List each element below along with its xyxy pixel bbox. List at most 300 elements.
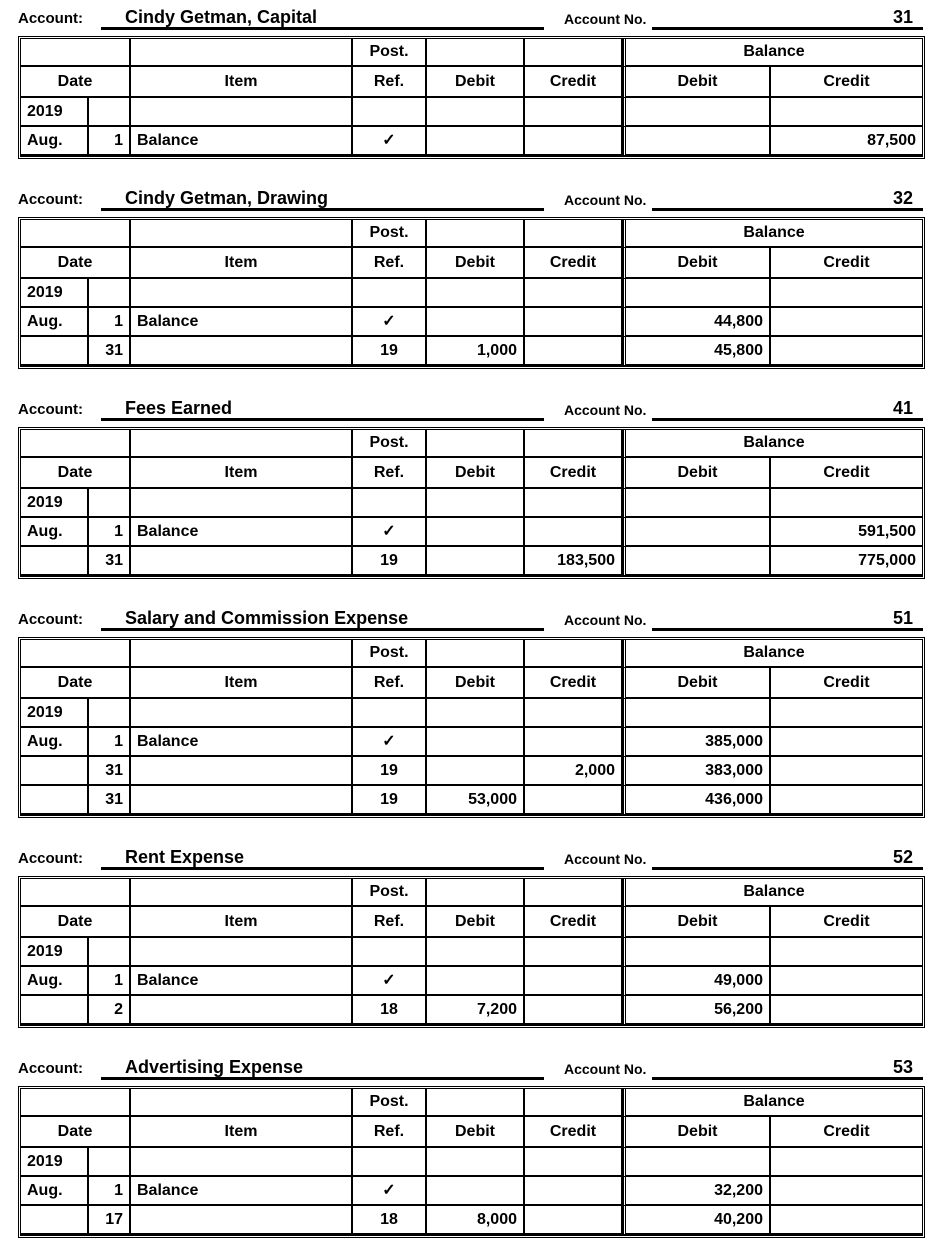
account-name-value: Salary and Commission Expense: [125, 608, 409, 628]
table-row: [21, 967, 922, 996]
cell-date-month[interactable]: Aug.: [21, 127, 89, 156]
cell-balance-debit[interactable]: 49,000: [623, 967, 771, 996]
cell-item[interactable]: [131, 98, 353, 127]
account-name-field[interactable]: [101, 603, 544, 631]
cell-date-month[interactable]: Aug.: [21, 728, 89, 757]
ledger-table-wrap: [0, 36, 937, 159]
ledger-block: [0, 840, 937, 1028]
cell-debit[interactable]: [427, 967, 525, 996]
cell-credit[interactable]: [525, 728, 623, 757]
col-header-date: Date: [21, 668, 131, 699]
col-header-item: Item: [131, 668, 353, 699]
col-header-credit-top: [525, 430, 623, 458]
cell-balance-credit[interactable]: [771, 489, 922, 518]
col-header-credit: Credit: [525, 907, 623, 938]
ledger-block: [0, 601, 937, 818]
cell-balance-credit[interactable]: 775,000: [771, 547, 922, 576]
col-header-balance: Balance: [623, 39, 922, 67]
cell-post-ref[interactable]: [353, 938, 427, 967]
cell-balance-debit[interactable]: 385,000: [623, 728, 771, 757]
cell-credit[interactable]: [525, 308, 623, 337]
block-spacer: [0, 369, 937, 391]
col-header-item: Item: [131, 458, 353, 489]
cell-post-ref[interactable]: 19: [353, 547, 427, 576]
cell-item[interactable]: [131, 786, 353, 815]
table-row: [21, 996, 922, 1025]
table-row: [21, 1206, 922, 1235]
cell-balance-credit[interactable]: 87,500: [771, 127, 922, 156]
cell-credit[interactable]: [525, 938, 623, 967]
cell-date-month[interactable]: Aug.: [21, 308, 89, 337]
col-header-credit: Credit: [525, 67, 623, 98]
check-icon[interactable]: ✓: [353, 967, 427, 996]
cell-balance-credit[interactable]: [771, 938, 922, 967]
cell-debit[interactable]: 1,000: [427, 337, 525, 366]
account-no-value: 53: [892, 1057, 913, 1077]
cell-date-day[interactable]: 17: [89, 1206, 131, 1235]
table-row: [21, 699, 922, 728]
account-name-value: Rent Expense: [125, 847, 245, 867]
account-label: Account:: [18, 401, 83, 418]
account-no-field[interactable]: [652, 2, 923, 30]
col-header-credit: Credit: [525, 1117, 623, 1148]
col-header-balance: Balance: [623, 220, 922, 248]
table-row: [21, 337, 922, 366]
account-name-field[interactable]: [101, 842, 544, 870]
cell-date-month[interactable]: Aug.: [21, 1177, 89, 1206]
cell-date-day[interactable]: 1: [89, 518, 131, 547]
cell-item[interactable]: [131, 757, 353, 786]
table-header-row: [21, 430, 922, 458]
cell-debit[interactable]: [427, 728, 525, 757]
col-header-balance-credit: Credit: [771, 67, 922, 98]
cell-date-month[interactable]: [21, 996, 89, 1025]
table-row: [21, 1177, 922, 1206]
col-header-debit-top: [427, 430, 525, 458]
col-header-balance-debit: Debit: [623, 458, 771, 489]
cell-debit[interactable]: 8,000: [427, 1206, 525, 1235]
col-header-credit-top: [525, 879, 623, 907]
check-icon[interactable]: ✓: [353, 308, 427, 337]
col-header-balance-credit: Credit: [771, 668, 922, 699]
account-no-field[interactable]: [652, 183, 923, 211]
account-label: Account:: [18, 611, 83, 628]
table-row: [21, 757, 922, 786]
account-no-field[interactable]: [652, 1052, 923, 1080]
table-header-row: [21, 220, 922, 248]
ledger-table: [18, 637, 925, 818]
col-header-debit-top: [427, 39, 525, 67]
cell-debit[interactable]: [427, 1148, 525, 1177]
col-header-debit: Debit: [427, 67, 525, 98]
cell-post-ref[interactable]: [353, 1148, 427, 1177]
account-header: [0, 1050, 937, 1080]
account-name-field[interactable]: [101, 393, 544, 421]
table-row: [21, 547, 922, 576]
col-header-date: Date: [21, 67, 131, 98]
check-icon[interactable]: ✓: [353, 127, 427, 156]
check-icon[interactable]: ✓: [353, 1177, 427, 1206]
col-header-credit-top: [525, 1089, 623, 1117]
col-header-date-top: [21, 430, 131, 458]
cell-balance-debit[interactable]: [623, 518, 771, 547]
cell-credit[interactable]: [525, 996, 623, 1025]
col-header-post: Post.: [353, 1089, 427, 1117]
col-header-debit: Debit: [427, 458, 525, 489]
cell-date-month[interactable]: [21, 786, 89, 815]
col-header-credit: Credit: [525, 248, 623, 279]
cell-balance-debit[interactable]: 32,200: [623, 1177, 771, 1206]
cell-date-month[interactable]: [21, 757, 89, 786]
cell-item[interactable]: [131, 996, 353, 1025]
col-header-date-top: [21, 879, 131, 907]
cell-date-day[interactable]: 1: [89, 127, 131, 156]
cell-balance-credit[interactable]: [771, 1206, 922, 1235]
cell-debit[interactable]: 7,200: [427, 996, 525, 1025]
cell-debit[interactable]: [427, 757, 525, 786]
cell-date-month[interactable]: 2019: [21, 1148, 89, 1177]
cell-date-month[interactable]: [21, 337, 89, 366]
col-header-debit: Debit: [427, 248, 525, 279]
col-header-debit: Debit: [427, 907, 525, 938]
cell-date-day[interactable]: [89, 98, 131, 127]
cell-item[interactable]: [131, 938, 353, 967]
cell-date-month[interactable]: 2019: [21, 279, 89, 308]
ledger-table-wrap: [0, 876, 937, 1028]
cell-item[interactable]: Balance: [131, 518, 353, 547]
cell-debit[interactable]: [427, 1177, 525, 1206]
cell-debit[interactable]: [427, 279, 525, 308]
ledger-block: [0, 1050, 937, 1238]
cell-item[interactable]: Balance: [131, 308, 353, 337]
cell-balance-debit[interactable]: [623, 938, 771, 967]
col-header-ref: Ref.: [353, 458, 427, 489]
cell-balance-credit[interactable]: [771, 728, 922, 757]
col-header-item: Item: [131, 248, 353, 279]
col-header-balance-debit: Debit: [623, 248, 771, 279]
col-header-item-top: [131, 640, 353, 668]
cell-debit[interactable]: 53,000: [427, 786, 525, 815]
cell-debit[interactable]: [427, 518, 525, 547]
cell-balance-debit[interactable]: 44,800: [623, 308, 771, 337]
cell-credit[interactable]: [525, 98, 623, 127]
ledger-table-wrap: [0, 427, 937, 579]
cell-debit[interactable]: [427, 547, 525, 576]
cell-credit[interactable]: [525, 127, 623, 156]
cell-date-day[interactable]: 1: [89, 967, 131, 996]
cell-item[interactable]: [131, 1206, 353, 1235]
cell-item[interactable]: [131, 547, 353, 576]
cell-date-month[interactable]: Aug.: [21, 967, 89, 996]
cell-item[interactable]: [131, 1148, 353, 1177]
table-row: [21, 489, 922, 518]
account-name-value: Cindy Getman, Capital: [125, 7, 318, 27]
col-header-balance-debit: Debit: [623, 1117, 771, 1148]
table-header-row: [21, 907, 922, 938]
cell-balance-debit[interactable]: 383,000: [623, 757, 771, 786]
table-header-row: [21, 879, 922, 907]
cell-item[interactable]: Balance: [131, 967, 353, 996]
ledger-table-wrap: [0, 217, 937, 369]
cell-date-day[interactable]: 2: [89, 996, 131, 1025]
col-header-credit-top: [525, 640, 623, 668]
cell-item[interactable]: [131, 489, 353, 518]
cell-credit[interactable]: [525, 518, 623, 547]
cell-balance-credit[interactable]: [771, 996, 922, 1025]
cell-item[interactable]: Balance: [131, 127, 353, 156]
account-no-value: 51: [892, 608, 913, 628]
cell-balance-credit[interactable]: [771, 98, 922, 127]
col-header-ref: Ref.: [353, 67, 427, 98]
account-header: [0, 391, 937, 421]
col-header-balance: Balance: [623, 430, 922, 458]
account-label: Account:: [18, 850, 83, 867]
cell-debit[interactable]: [427, 699, 525, 728]
cell-balance-debit[interactable]: [623, 699, 771, 728]
cell-post-ref[interactable]: [353, 699, 427, 728]
cell-credit[interactable]: [525, 1206, 623, 1235]
table-row: [21, 98, 922, 127]
cell-balance-debit[interactable]: [623, 127, 771, 156]
account-no-value: 31: [892, 7, 913, 27]
cell-item[interactable]: Balance: [131, 1177, 353, 1206]
cell-balance-credit[interactable]: [771, 699, 922, 728]
check-icon[interactable]: ✓: [353, 518, 427, 547]
account-no-label: Account No.: [564, 192, 647, 208]
cell-date-day[interactable]: 31: [89, 337, 131, 366]
table-row: [21, 308, 922, 337]
cell-balance-debit[interactable]: [623, 279, 771, 308]
ledger-table: [18, 876, 925, 1028]
col-header-date: Date: [21, 458, 131, 489]
col-header-item: Item: [131, 67, 353, 98]
col-header-item-top: [131, 879, 353, 907]
table-header-row: [21, 67, 922, 98]
cell-debit[interactable]: [427, 308, 525, 337]
cell-credit[interactable]: [525, 1148, 623, 1177]
cell-credit[interactable]: [525, 489, 623, 518]
cell-credit[interactable]: 2,000: [525, 757, 623, 786]
table-row: [21, 728, 922, 757]
cell-date-day[interactable]: 31: [89, 757, 131, 786]
cell-debit[interactable]: [427, 489, 525, 518]
table-row: [21, 786, 922, 815]
cell-balance-debit[interactable]: 56,200: [623, 996, 771, 1025]
col-header-date-top: [21, 640, 131, 668]
ledger-table: [18, 427, 925, 579]
cell-date-day[interactable]: [89, 1148, 131, 1177]
cell-item[interactable]: Balance: [131, 728, 353, 757]
cell-balance-debit[interactable]: [623, 98, 771, 127]
cell-credit[interactable]: [525, 1177, 623, 1206]
ledger-table: [18, 217, 925, 369]
account-no-value: 32: [892, 188, 913, 208]
cell-post-ref[interactable]: [353, 279, 427, 308]
col-header-ref: Ref.: [353, 907, 427, 938]
cell-post-ref[interactable]: [353, 489, 427, 518]
cell-balance-credit[interactable]: [771, 1148, 922, 1177]
account-header: [0, 181, 937, 211]
account-header: [0, 840, 937, 870]
table-row: [21, 279, 922, 308]
cell-post-ref[interactable]: [353, 98, 427, 127]
col-header-item-top: [131, 1089, 353, 1117]
cell-balance-credit[interactable]: [771, 1177, 922, 1206]
col-header-post: Post.: [353, 640, 427, 668]
cell-balance-credit[interactable]: [771, 308, 922, 337]
cell-debit[interactable]: [427, 98, 525, 127]
col-header-date-top: [21, 1089, 131, 1117]
cell-date-month[interactable]: [21, 547, 89, 576]
col-header-date: Date: [21, 248, 131, 279]
col-header-credit-top: [525, 220, 623, 248]
col-header-balance-credit: Credit: [771, 907, 922, 938]
block-spacer: [0, 1028, 937, 1050]
table-row: [21, 127, 922, 156]
col-header-balance-debit: Debit: [623, 907, 771, 938]
col-header-balance-credit: Credit: [771, 1117, 922, 1148]
cell-date-day[interactable]: [89, 279, 131, 308]
account-no-value: 52: [892, 847, 913, 867]
account-name-value: Cindy Getman, Drawing: [125, 188, 329, 208]
account-header: [0, 0, 937, 30]
account-name-field[interactable]: [101, 2, 544, 30]
cell-post-ref[interactable]: 18: [353, 1206, 427, 1235]
cell-date-month[interactable]: [21, 1206, 89, 1235]
account-no-field[interactable]: [652, 603, 923, 631]
cell-credit[interactable]: [525, 279, 623, 308]
block-spacer: [0, 579, 937, 601]
account-no-label: Account No.: [564, 402, 647, 418]
account-label: Account:: [18, 10, 83, 27]
account-no-label: Account No.: [564, 851, 647, 867]
account-label: Account:: [18, 1060, 83, 1077]
cell-balance-credit[interactable]: [771, 757, 922, 786]
cell-date-month[interactable]: 2019: [21, 98, 89, 127]
account-name-value: Fees Earned: [125, 398, 233, 418]
ledger-table-wrap: [0, 1086, 937, 1238]
col-header-item-top: [131, 430, 353, 458]
cell-date-month[interactable]: 2019: [21, 699, 89, 728]
cell-item[interactable]: [131, 279, 353, 308]
cell-post-ref[interactable]: 18: [353, 996, 427, 1025]
cell-date-day[interactable]: 1: [89, 1177, 131, 1206]
cell-date-day[interactable]: 1: [89, 728, 131, 757]
cell-balance-debit[interactable]: 45,800: [623, 337, 771, 366]
cell-post-ref[interactable]: 19: [353, 757, 427, 786]
cell-balance-debit[interactable]: [623, 1148, 771, 1177]
col-header-credit-top: [525, 39, 623, 67]
block-spacer: [0, 818, 937, 840]
cell-date-day[interactable]: 1: [89, 308, 131, 337]
cell-balance-credit[interactable]: 591,500: [771, 518, 922, 547]
cell-balance-credit[interactable]: [771, 279, 922, 308]
account-name-field[interactable]: [101, 1052, 544, 1080]
cell-date-day[interactable]: [89, 699, 131, 728]
col-header-balance-credit: Credit: [771, 458, 922, 489]
ledger-table: [18, 36, 925, 159]
cell-credit[interactable]: [525, 786, 623, 815]
check-icon[interactable]: ✓: [353, 728, 427, 757]
col-header-item: Item: [131, 1117, 353, 1148]
col-header-debit: Debit: [427, 1117, 525, 1148]
account-no-label: Account No.: [564, 11, 647, 27]
account-no-label: Account No.: [564, 612, 647, 628]
cell-post-ref[interactable]: 19: [353, 337, 427, 366]
account-no-field[interactable]: [652, 393, 923, 421]
table-header-row: [21, 640, 922, 668]
account-no-value: 41: [892, 398, 913, 418]
ledger-block: [0, 391, 937, 579]
col-header-item-top: [131, 220, 353, 248]
table-header-row: [21, 248, 922, 279]
col-header-ref: Ref.: [353, 1117, 427, 1148]
block-spacer: [0, 159, 937, 181]
account-label: Account:: [18, 191, 83, 208]
table-header-row: [21, 39, 922, 67]
col-header-debit-top: [427, 220, 525, 248]
col-header-debit: Debit: [427, 668, 525, 699]
cell-date-month[interactable]: 2019: [21, 938, 89, 967]
col-header-ref: Ref.: [353, 668, 427, 699]
account-no-field[interactable]: [652, 842, 923, 870]
col-header-post: Post.: [353, 879, 427, 907]
table-header-row: [21, 1089, 922, 1117]
cell-balance-debit[interactable]: [623, 547, 771, 576]
account-name-field[interactable]: [101, 183, 544, 211]
cell-date-day[interactable]: 31: [89, 786, 131, 815]
col-header-post: Post.: [353, 220, 427, 248]
cell-item[interactable]: [131, 337, 353, 366]
cell-balance-credit[interactable]: [771, 786, 922, 815]
ledger-table: [18, 1086, 925, 1238]
col-header-debit-top: [427, 640, 525, 668]
cell-credit[interactable]: [525, 967, 623, 996]
cell-date-month[interactable]: Aug.: [21, 518, 89, 547]
cell-credit[interactable]: 183,500: [525, 547, 623, 576]
cell-credit[interactable]: [525, 337, 623, 366]
cell-item[interactable]: [131, 699, 353, 728]
col-header-ref: Ref.: [353, 248, 427, 279]
ledger-block: [0, 181, 937, 369]
cell-post-ref[interactable]: 19: [353, 786, 427, 815]
cell-debit[interactable]: [427, 127, 525, 156]
account-no-label: Account No.: [564, 1061, 647, 1077]
col-header-item: Item: [131, 907, 353, 938]
table-header-row: [21, 668, 922, 699]
cell-balance-debit[interactable]: [623, 489, 771, 518]
cell-date-day[interactable]: 31: [89, 547, 131, 576]
col-header-balance-debit: Debit: [623, 668, 771, 699]
account-name-value: Advertising Expense: [125, 1057, 304, 1077]
ledger-table-wrap: [0, 637, 937, 818]
cell-balance-debit[interactable]: 40,200: [623, 1206, 771, 1235]
cell-debit[interactable]: [427, 938, 525, 967]
cell-balance-credit[interactable]: [771, 967, 922, 996]
cell-balance-debit[interactable]: 436,000: [623, 786, 771, 815]
col-header-balance-credit: Credit: [771, 248, 922, 279]
col-header-date-top: [21, 39, 131, 67]
col-header-date-top: [21, 220, 131, 248]
cell-date-month[interactable]: 2019: [21, 489, 89, 518]
col-header-date: Date: [21, 1117, 131, 1148]
cell-credit[interactable]: [525, 699, 623, 728]
cell-date-day[interactable]: [89, 489, 131, 518]
cell-balance-credit[interactable]: [771, 337, 922, 366]
col-header-post: Post.: [353, 39, 427, 67]
cell-date-day[interactable]: [89, 938, 131, 967]
col-header-balance: Balance: [623, 1089, 922, 1117]
